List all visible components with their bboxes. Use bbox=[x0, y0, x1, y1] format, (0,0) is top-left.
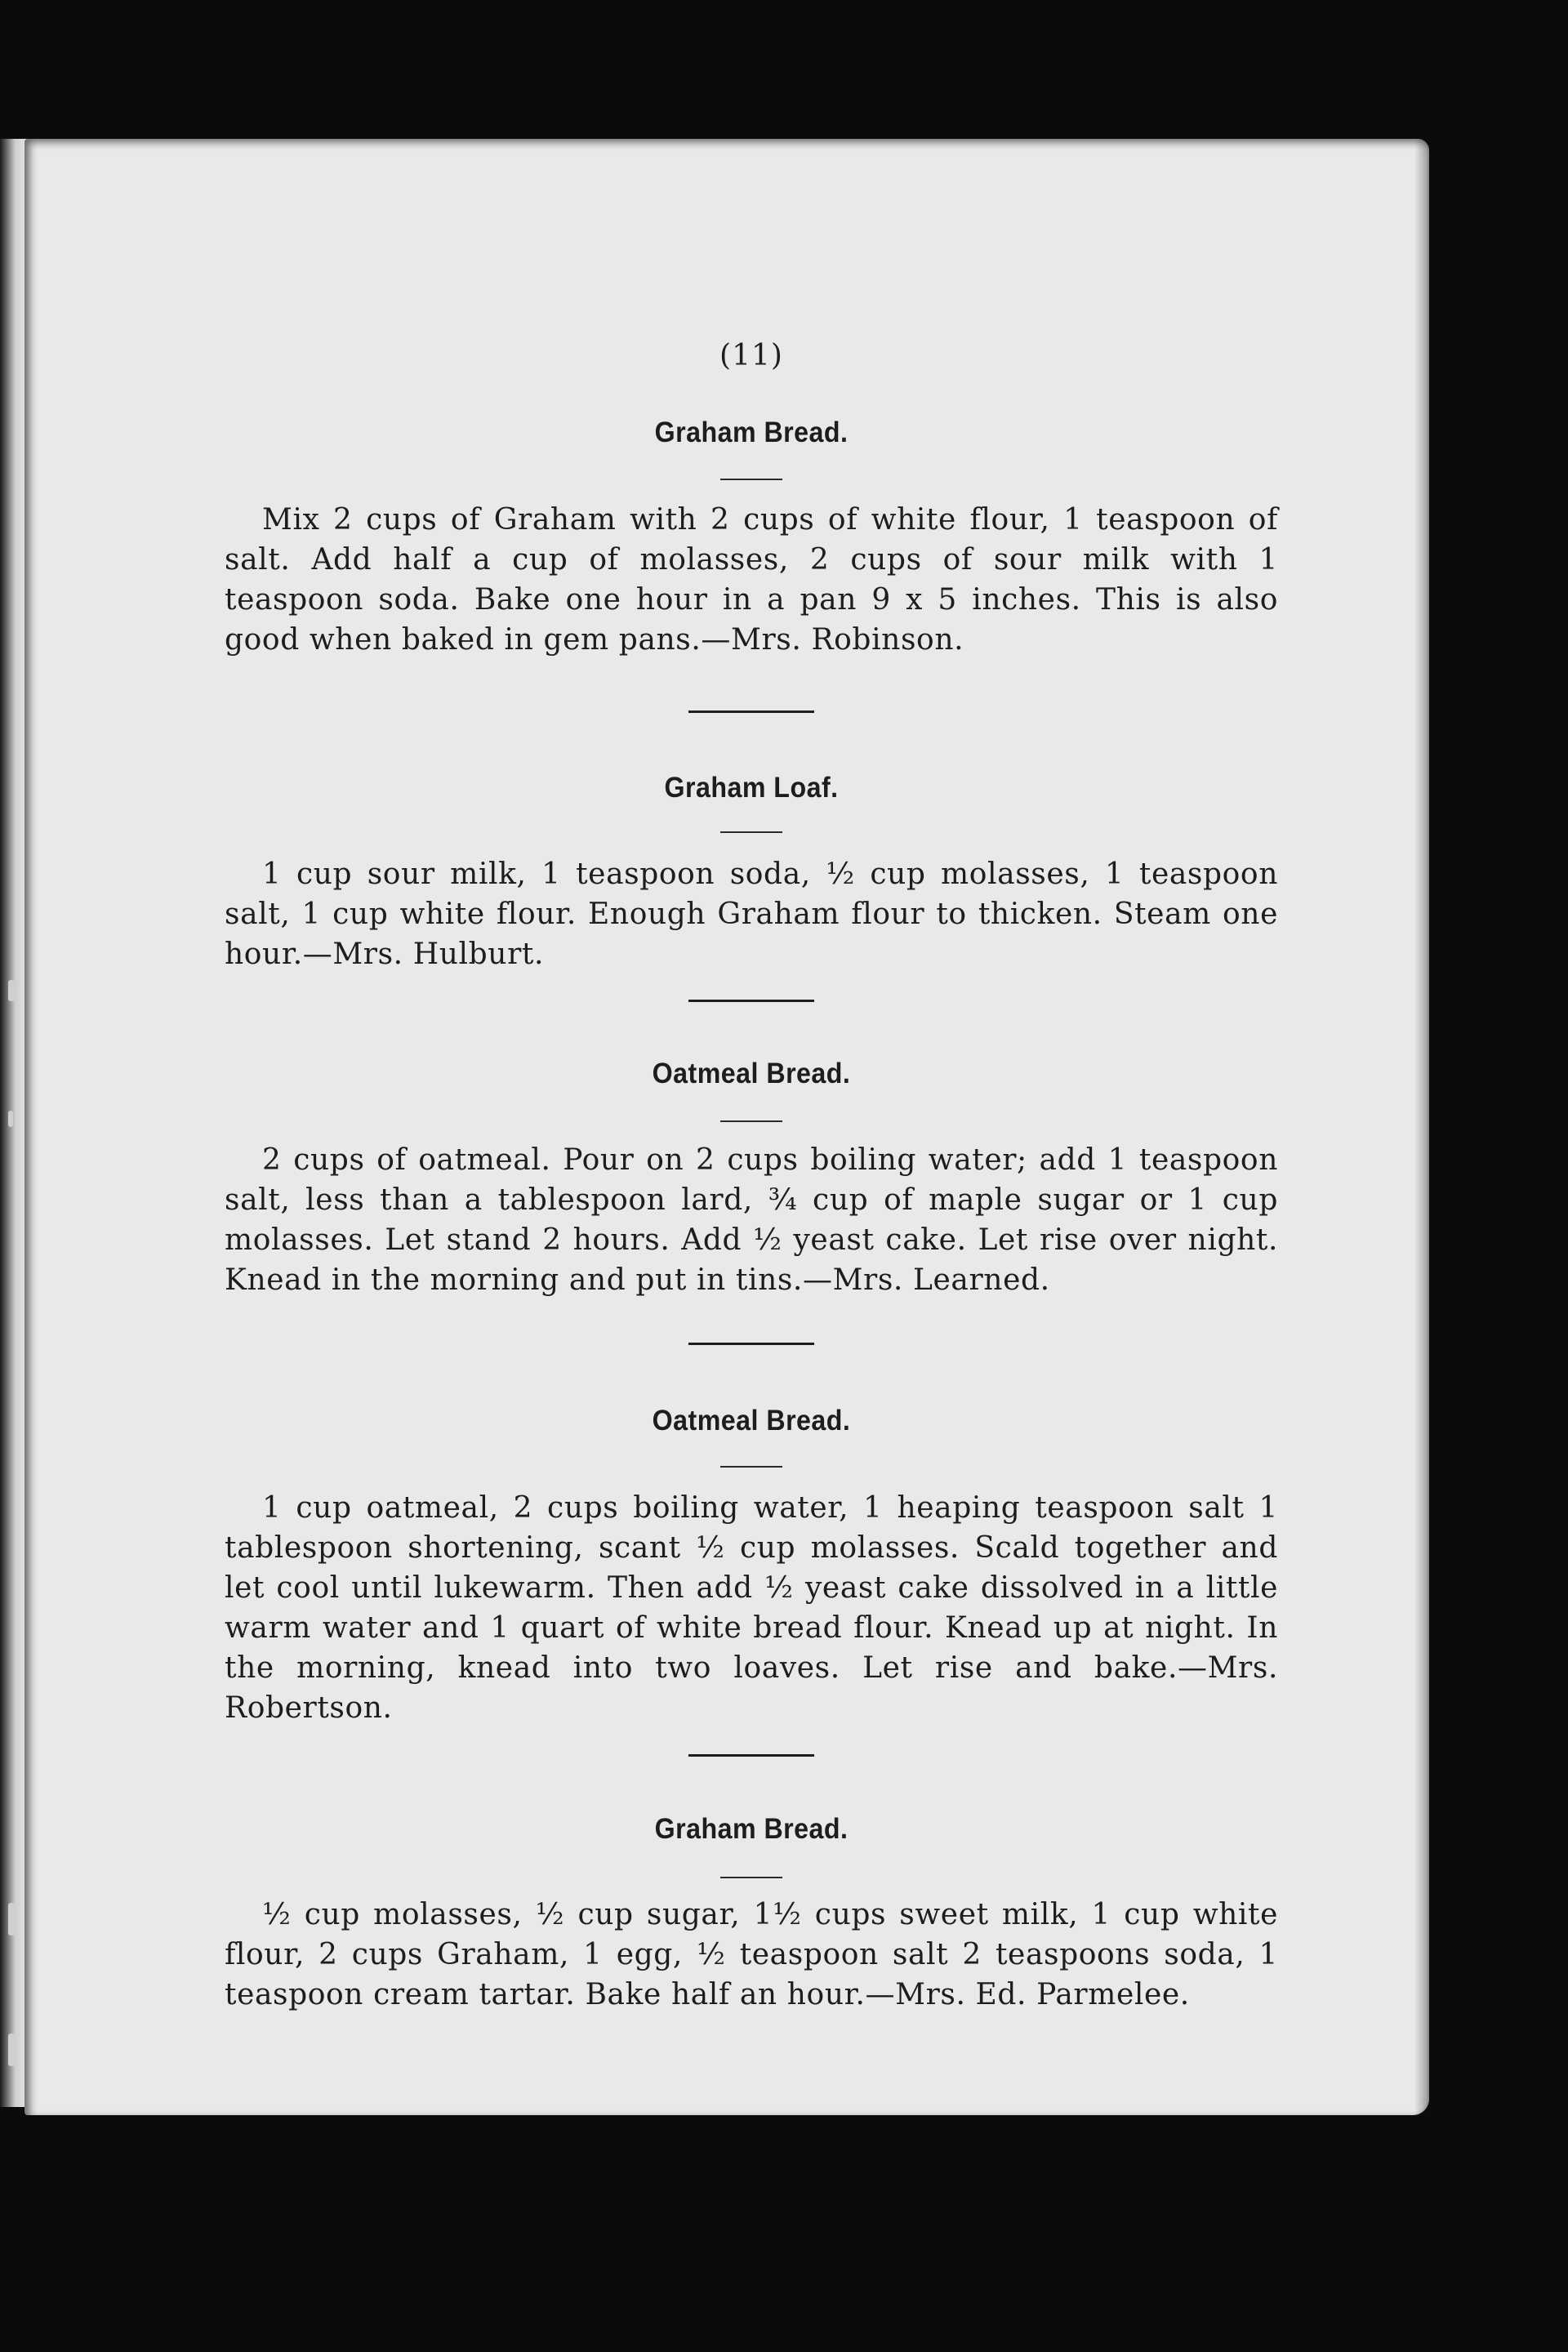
recipe-text: ½ cup molasses, ½ cup sugar, 1½ cups sweet milk, 1 cup white flour, 2 cups Graham, 1 egg, ½ teaspoon salt 2 teaspoons soda, 1 teaspoon cream tartar. Bake half an hour.—Mrs. Ed. Parmelee. bbox=[225, 1898, 1278, 2011]
recipe-title: Oatmeal Bread. bbox=[652, 1405, 851, 1437]
title-underline bbox=[720, 1466, 782, 1468]
title-underline bbox=[720, 831, 782, 833]
title-underline bbox=[720, 1877, 782, 1878]
title-underline bbox=[720, 479, 782, 480]
recipe-text: Mix 2 cups of Graham with 2 cups of white flour, 1 teaspoon of salt. Add half a cup of molasses, 2 cups of sour milk with 1 teaspoon soda. Bake one hour in a pan 9 x 5 inches. This is also good when baked in gem pans.—Mrs. Robinson. bbox=[225, 503, 1278, 657]
recipe-text: 1 cup sour milk, 1 teaspoon soda, ½ cup molasses, 1 teaspoon salt, 1 cup white flour. Enough Graham flour to thicken. Steam one hour.—Mrs. Hulburt. bbox=[225, 858, 1278, 971]
recipe-title: Oatmeal Bread. bbox=[652, 1058, 851, 1089]
section-divider bbox=[688, 1343, 814, 1345]
binding-mark bbox=[8, 1111, 13, 1127]
binding-mark bbox=[8, 1903, 15, 1936]
page-number: (11) bbox=[719, 339, 783, 372]
book-gutter-edge bbox=[0, 139, 28, 2107]
title-underline bbox=[720, 1120, 782, 1122]
recipe-text: 2 cups of oatmeal. Pour on 2 cups boiling water; add 1 teaspoon salt, less than a tablespoon lard, ¾ cup of maple sugar or 1 cup molasses. Let stand 2 hours. Add ½ yeast cake. Let rise over night. Knead in the morning and put in tins.—Mrs. Learned. bbox=[225, 1143, 1278, 1297]
recipe-title: Graham Bread. bbox=[654, 416, 849, 448]
binding-mark bbox=[8, 2034, 15, 2066]
book-page bbox=[24, 139, 1429, 2115]
recipe-title: Graham Bread. bbox=[654, 1813, 849, 1845]
binding-mark bbox=[8, 980, 15, 1001]
section-divider bbox=[688, 1754, 814, 1757]
recipe-title: Graham Loaf. bbox=[664, 772, 839, 804]
recipe-text: 1 cup oatmeal, 2 cups boiling water, 1 heaping teaspoon salt 1 tablespoon shortening, scant ½ cup molasses. Scald together and let cool until lukewarm. Then add ½ yeast cake dissolved in a little warm water and 1 quart of white bread flour. Knead up at night. In the morning, knead into two loaves. Let rise and bake.—Mrs. Robertson. bbox=[225, 1491, 1278, 1725]
section-divider bbox=[688, 710, 814, 713]
section-divider bbox=[688, 1000, 814, 1002]
